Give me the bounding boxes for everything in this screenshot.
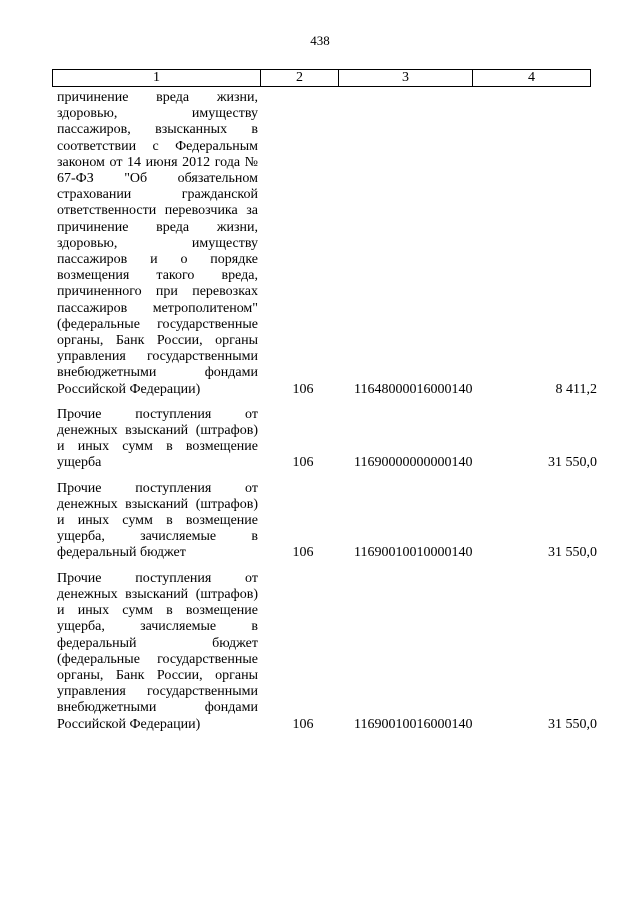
row-kbk: 11690010016000140 <box>354 716 473 732</box>
row-kbk: 11648000016000140 <box>354 381 473 397</box>
page-number: 438 <box>310 33 330 48</box>
row-admin-code: 106 <box>292 716 314 732</box>
table-row <box>57 571 597 733</box>
row-amount: 31 550,0 <box>548 716 597 732</box>
row-admin-code: 106 <box>292 455 314 471</box>
table-body <box>57 90 597 733</box>
row-kbk: 11690000000000140 <box>354 455 473 471</box>
row-amount: 31 550,0 <box>548 545 597 561</box>
header-col-3: 3 <box>339 70 473 86</box>
table-row <box>57 407 597 472</box>
table-row <box>57 481 597 562</box>
row-kbk: 11690010010000140 <box>354 545 473 561</box>
row-description: причинение вреда жизни, здоровью, имуществу пассажиров, взысканных в соответствии с Федеральным законом от 14 июня 2012 года № 67-ФЗ "Об обязательном страховании гражданской ответственности перевозчика за причинение вреда жизни, здоровью, имуществу пассажиров и о порядке возмещения такого вреда, причиненного при перевозках пассажиров метрополитеном" (федеральные государственные органы, Банк России, органы управления государственными внебюджетными фондами Российской Федерации) <box>57 90 258 397</box>
row-admin-code: 106 <box>292 381 314 397</box>
row-description: Прочие поступления от денежных взысканий (штрафов) и иных сумм в возмещение ущерба <box>57 406 258 471</box>
table-row <box>57 90 597 398</box>
row-description: Прочие поступления от денежных взысканий (штрафов) и иных сумм в возмещение ущерба, зачисляемые в федеральный бюджет <box>57 480 258 561</box>
row-admin-code: 106 <box>292 545 314 561</box>
row-description: Прочие поступления от денежных взысканий (штрафов) и иных сумм в возмещение ущерба, зачисляемые в федеральный бюджет (федеральные государственные органы, Банк России, органы управления государственными внебюджетными фондами Российской Федерации) <box>57 570 258 732</box>
row-amount: 8 411,2 <box>555 381 597 397</box>
header-col-1: 1 <box>53 70 261 86</box>
header-col-2: 2 <box>261 70 339 86</box>
row-amount: 31 550,0 <box>548 455 597 471</box>
header-col-4: 4 <box>528 70 535 85</box>
table-header <box>52 69 591 87</box>
